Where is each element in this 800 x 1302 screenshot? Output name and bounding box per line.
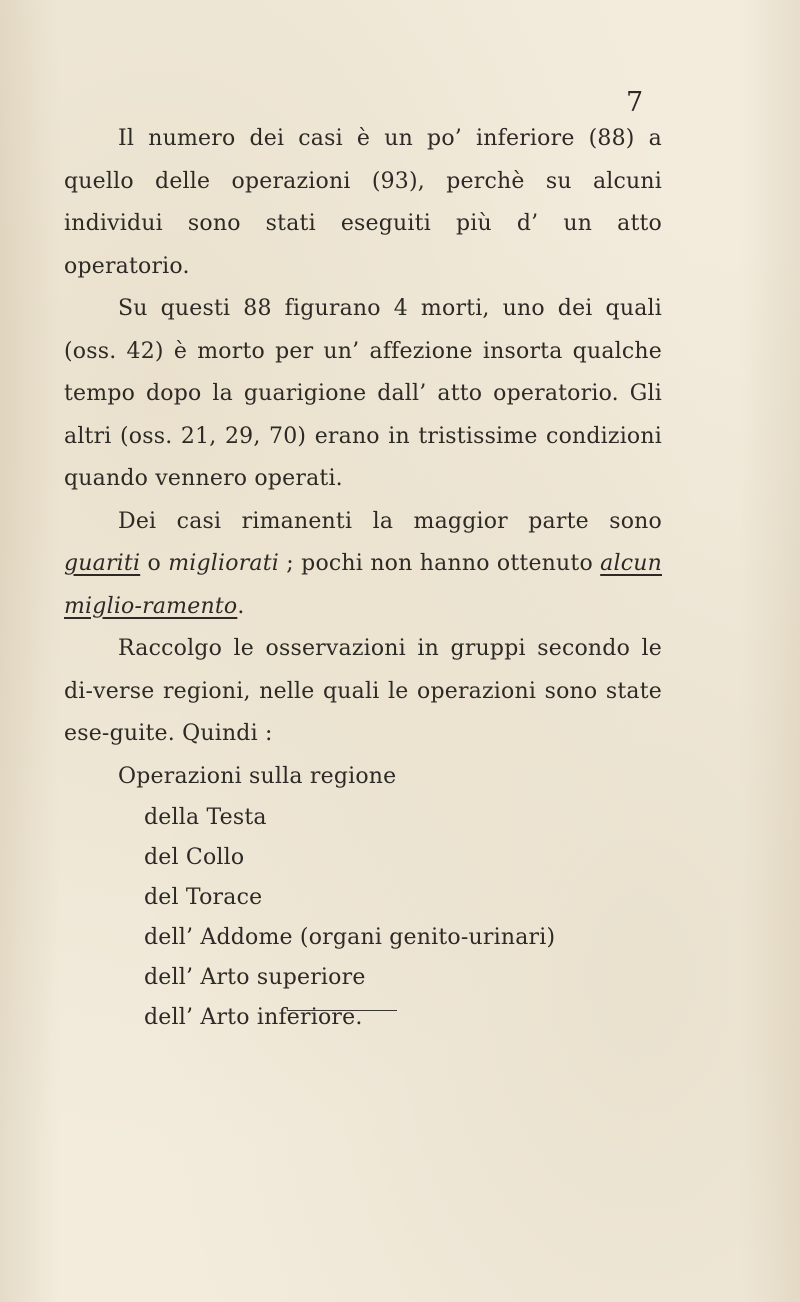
page-number: 7: [626, 87, 644, 118]
paragraph-2: Su questi 88 figurano 4 morti, uno dei quali (oss. 42) è morto per un’ affezione insorta qualche tempo dopo la guarigione dall’ atto operatorio. Gli altri (oss. 21, 29, 70) erano in tristissime condizioni quando vennero operati.: [64, 296, 662, 491]
emphasis-alcun-miglioramento: alcun miglio-ramento: [64, 551, 662, 619]
list-heading: Operazioni sulla regione: [118, 763, 397, 789]
paragraph-4: Raccolgo le osservazioni in gruppi secondo le di-verse regioni, nelle quali le operazioni sono state ese-guite. Quindi :: [64, 636, 662, 746]
list-item: della Testa: [144, 805, 267, 830]
paragraph-1: Il numero dei casi è un po’ inferiore (88) a quello delle operazioni (93), perchè su alcuni individui sono stati eseguiti più d’ un atto operatorio.: [64, 126, 662, 279]
paragraph-3-conjunction: o: [140, 551, 169, 576]
list-item: del Collo: [144, 845, 245, 870]
region-list: [64, 798, 662, 1038]
list-item: dell’ Arto inferiore.: [144, 1005, 363, 1030]
paragraph-3-lead: Dei casi rimanenti la maggior parte sono: [118, 508, 662, 534]
list-item: del Torace: [144, 885, 263, 910]
list-item: dell’ Addome (organi genito-urinari): [144, 925, 556, 950]
paragraph-3: [64, 501, 662, 629]
section-divider: [287, 1010, 397, 1011]
emphasis-migliorati: migliorati: [168, 551, 280, 576]
paragraph-3-middle: ; pochi non hanno ottenuto: [279, 551, 601, 576]
paragraph-3-end: .: [237, 593, 245, 619]
body-text: [64, 118, 662, 1038]
emphasis-guariti: guariti: [64, 551, 141, 576]
list-item: dell’ Arto superiore: [144, 965, 366, 990]
